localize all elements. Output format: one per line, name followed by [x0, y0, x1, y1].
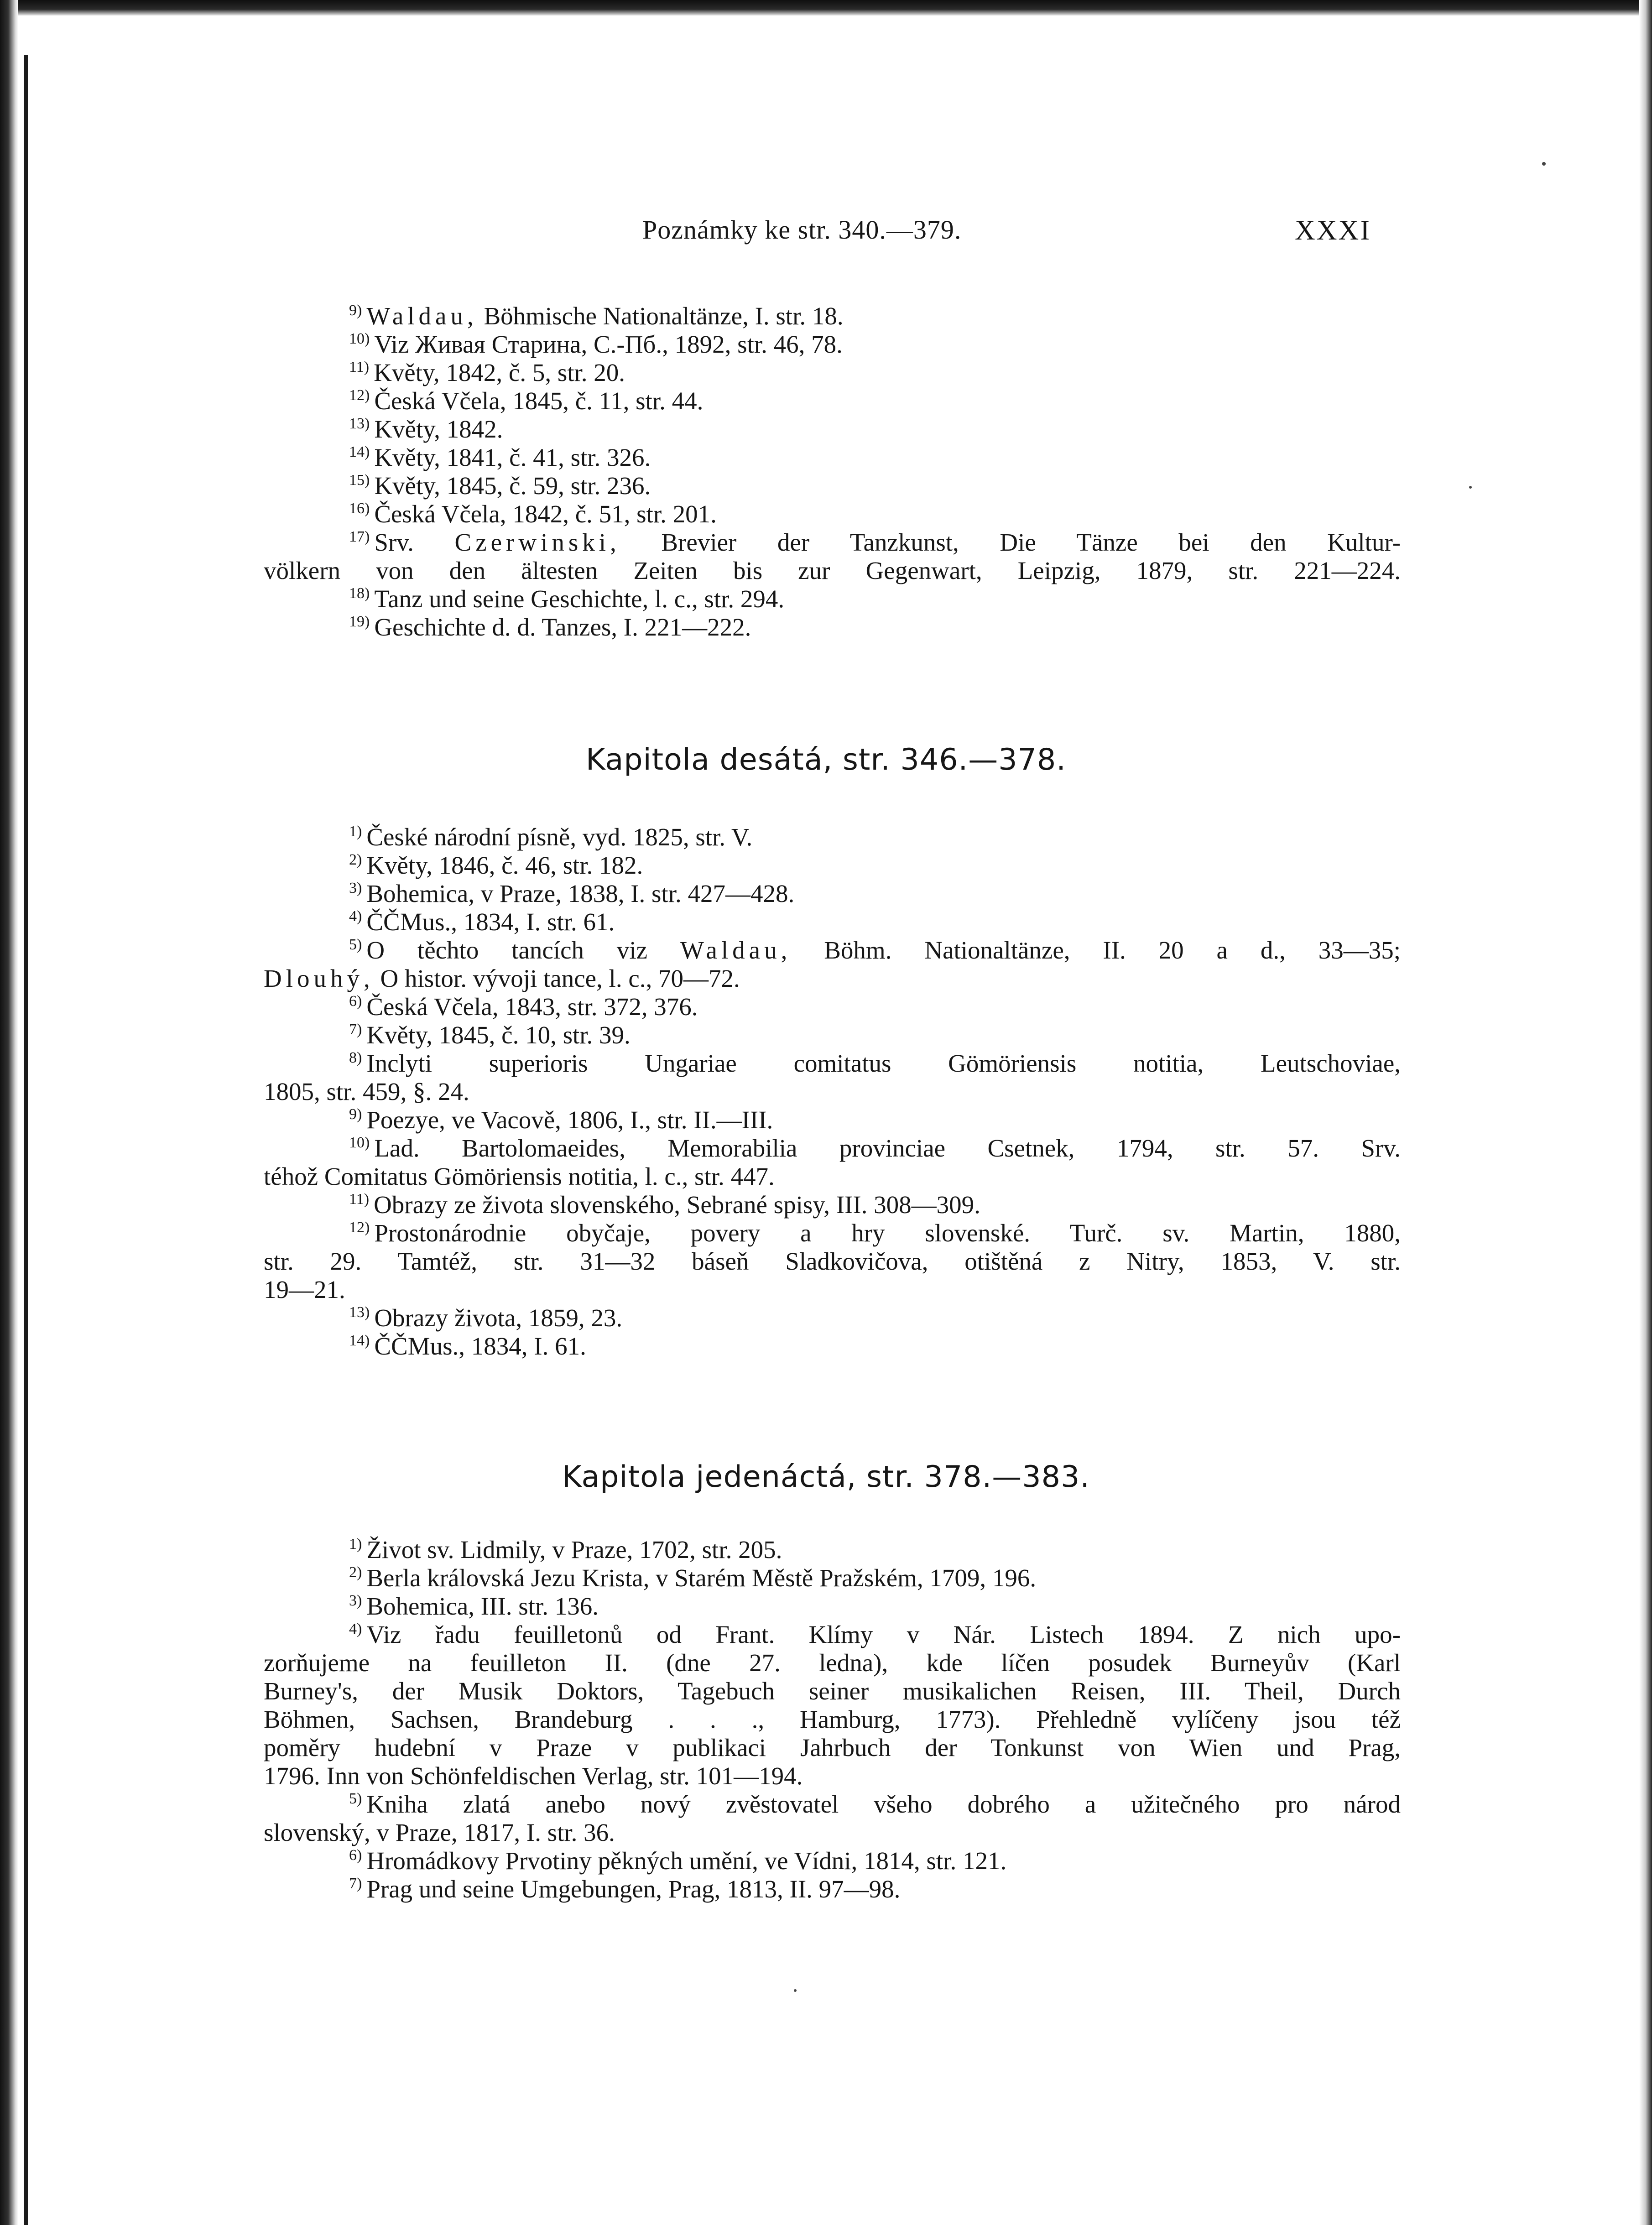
footnote-number: 7) [349, 1021, 362, 1038]
footnote-continuation: Burney's, der Musik Doktors, Tagebuch seiner musikalichen Reisen, III. Theil, Durch [264, 1677, 1401, 1705]
scan-left-edge [0, 0, 18, 2225]
footnote-continuation: 19—21. [264, 1276, 345, 1303]
footnote [264, 1875, 1401, 1903]
author-name: Czerwinski, [454, 528, 620, 556]
footnote [264, 359, 1401, 387]
footnote [264, 1332, 1401, 1360]
footnote-number: 6) [349, 993, 362, 1010]
footnote-number: 6) [349, 1847, 362, 1864]
footnote-continuation: slovenský, v Praze, 1817, I. str. 36. [264, 1819, 615, 1846]
footnote-number: 2) [349, 851, 362, 868]
footnote [264, 443, 1401, 472]
footnote-number: 10) [349, 330, 370, 347]
footnote [264, 936, 1401, 964]
footnote-number: 9) [349, 1106, 362, 1123]
footnote-text: Tanz und seine Geschichte, l. c., str. 294. [374, 585, 785, 613]
footnote [264, 880, 1401, 908]
chapter-heading: Kapitola desátá, str. 346.—378. [586, 743, 1066, 777]
footnote-continuation: Böhmen, Sachsen, Brandeburg . . ., Hamburg, 1773). Přehledně vylíčeny jsou též [264, 1705, 1401, 1733]
footnote-text: Viz řadu feuilletonů od Frant. Klímy v Nár. Listech 1894. Z nich upo- [366, 1621, 1401, 1648]
footnote-text: Poezye, ve Vacově, 1806, I., str. II.—III. [366, 1106, 773, 1134]
footnote-number: 14) [349, 443, 370, 460]
footnote-text: Život sv. Lidmily, v Praze, 1702, str. 205. [366, 1536, 782, 1563]
footnote-text: Prag und seine Umgebungen, Prag, 1813, II. 97—98. [366, 1875, 901, 1903]
footnote-number: 12) [349, 1219, 370, 1236]
footnote-text: Česká Včela, 1842, č. 51, str. 201. [374, 500, 717, 528]
footnote [264, 302, 1401, 330]
notes-block-3 [264, 1536, 1401, 1903]
footnote [264, 993, 1401, 1021]
footnote-number: 1) [349, 1536, 362, 1553]
footnote [264, 1021, 1401, 1049]
footnote [264, 613, 1401, 641]
footnote [264, 1790, 1401, 1819]
footnote [264, 415, 1401, 443]
scan-right-edge [1639, 0, 1652, 2225]
footnote [264, 585, 1401, 613]
footnote-number: 18) [349, 585, 370, 602]
footnote [264, 1592, 1401, 1621]
scan-speck [794, 1989, 797, 1992]
footnote-number: 5) [349, 1790, 362, 1807]
footnote [264, 1219, 1401, 1247]
author-name: Waldau, [680, 936, 792, 964]
footnote-continuation: völkern von den ältesten Zeiten bis zur Gegenwart, Leipzig, 1879, str. 221—224. [264, 557, 1401, 584]
footnote-text: Berla královská Jezu Krista, v Starém Městě Pražském, 1709, 196. [366, 1564, 1037, 1592]
page-number: XXXI [1295, 215, 1371, 246]
footnote [264, 1621, 1401, 1649]
footnote [264, 1564, 1401, 1592]
footnote-number: 2) [349, 1564, 362, 1581]
footnote [264, 1847, 1401, 1875]
footnote [264, 330, 1401, 359]
scan-top-edge [0, 0, 1652, 16]
footnote-text: Brevier der Tanzkunst, Die Tänze bei den Kultur- [661, 528, 1401, 556]
footnote-number: 13) [349, 1304, 370, 1321]
scan-speck [1542, 162, 1546, 166]
footnote [264, 1536, 1401, 1564]
footnote [264, 528, 1401, 557]
chapter-heading: Kapitola jedenáctá, str. 378.—383. [562, 1460, 1090, 1494]
footnote [264, 472, 1401, 500]
footnote-text: Bohemica, III. str. 136. [366, 1592, 599, 1620]
author-name: Waldau, [366, 302, 478, 330]
footnote [264, 823, 1401, 851]
footnote-number: 5) [349, 936, 362, 953]
footnote-number: 15) [349, 472, 370, 489]
footnote-number: 13) [349, 415, 370, 432]
footnote-number: 17) [349, 528, 370, 545]
footnote-continuation: poměry hudební v Praze v publikaci Jahrbuch der Tonkunst von Wien und Prag, [264, 1734, 1401, 1761]
footnote-number: 7) [349, 1875, 362, 1892]
footnote-text: Obrazy ze života slovenského, Sebrané spisy, III. 308—309. [374, 1191, 980, 1219]
footnote-text: Lad. Bartolomaeides, Memorabilia provinciae Csetnek, 1794, str. 57. Srv. [374, 1134, 1401, 1162]
footnote-text: Květy, 1845, č. 10, str. 39. [366, 1021, 631, 1049]
footnote-text: Květy, 1841, č. 41, str. 326. [374, 443, 651, 471]
footnote-text: Květy, 1845, č. 59, str. 236. [374, 472, 651, 500]
footnote-continuation: 1805, str. 459, §. 24. [264, 1078, 469, 1105]
footnote-text: Kniha zlatá anebo nový zvěstovatel všeho dobrého a užitečného pro národ [366, 1790, 1401, 1818]
footnote-text: Inclyti superioris Ungariae comitatus Gömöriensis notitia, Leutschoviae, [366, 1049, 1401, 1077]
footnote [264, 908, 1401, 936]
scan-binding-line [24, 55, 28, 2225]
footnote-number: 8) [349, 1049, 362, 1066]
footnote-number: 9) [349, 302, 362, 319]
footnote-continuation [264, 964, 1401, 993]
footnote-text: Geschichte d. d. Tanzes, I. 221—222. [374, 613, 751, 641]
footnote-text: Bohemica, v Praze, 1838, I. str. 427—428. [366, 880, 795, 907]
footnote [264, 1304, 1401, 1332]
footnote-text: České národní písně, vyd. 1825, str. V. [366, 823, 753, 851]
footnote-number: 1) [349, 823, 362, 840]
footnote-text: Česká Včela, 1843, str. 372, 376. [366, 993, 698, 1021]
footnote-text: Květy, 1842, č. 5, str. 20. [374, 359, 625, 386]
footnote-text: ČČMus., 1834, I. str. 61. [366, 908, 615, 936]
footnote-number: 11) [349, 1191, 370, 1208]
footnote-text: ČČMus., 1834, I. 61. [374, 1332, 586, 1360]
author-name: Dlouhý, [264, 964, 374, 992]
footnote-number: 19) [349, 613, 370, 630]
footnote-prefix: Srv. [374, 528, 414, 556]
footnote [264, 500, 1401, 528]
footnote-number: 16) [349, 500, 370, 517]
footnote-continuation: str. 29. Tamtéž, str. 31—32 báseň Sladkovičova, otištěná z Nitry, 1853, V. str. [264, 1247, 1401, 1275]
footnote-text: Obrazy života, 1859, 23. [374, 1304, 623, 1332]
footnote [264, 1191, 1401, 1219]
footnote-number: 4) [349, 908, 362, 925]
footnote-number: 3) [349, 1592, 362, 1609]
footnote-text: Česká Včela, 1845, č. 11, str. 44. [374, 387, 704, 415]
footnote-text: Hromádkovy Prvotiny pěkných umění, ve Vídni, 1814, str. 121. [366, 1847, 1007, 1875]
footnote-number: 10) [349, 1134, 370, 1151]
footnote-prefix: O těchto tancích viz [366, 936, 648, 964]
scan-speck [1469, 486, 1472, 489]
footnote [264, 1106, 1401, 1134]
running-title: Poznámky ke str. 340.—379. [642, 215, 962, 245]
footnote-continuation-text: O histor. vývoji tance, l. c., 70—72. [380, 964, 740, 992]
footnote-text: Prostonárodnie obyčaje, povery a hry slovenské. Turč. sv. Martin, 1880, [374, 1219, 1401, 1247]
footnote-number: 12) [349, 387, 370, 404]
footnote [264, 851, 1401, 880]
footnote [264, 1134, 1401, 1162]
footnote-number: 4) [349, 1621, 362, 1637]
footnote-continuation: zorňujeme na feuilleton II. (dne 27. ledna), kde líčen posudek Burneyův (Karl [264, 1649, 1401, 1677]
footnote-number: 11) [349, 359, 370, 375]
footnote-text: Böhm. Nationaltänze, II. 20 a d., 33—35; [824, 936, 1401, 964]
footnote-text: Květy, 1846, č. 46, str. 182. [366, 851, 643, 879]
footnote-number: 14) [349, 1332, 370, 1349]
footnote [264, 387, 1401, 415]
footnote [264, 1049, 1401, 1078]
footnote-continuation: téhož Comitatus Gömöriensis notitia, l. c., str. 447. [264, 1162, 775, 1190]
footnote-text: Viz Живая Старина, С.-Пб., 1892, str. 46, 78. [374, 330, 843, 358]
footnote-text: Böhmische Nationaltänze, I. str. 18. [484, 302, 844, 330]
notes-block-2 [264, 823, 1401, 1360]
footnote-continuation: 1796. Inn von Schönfeldischen Verlag, str. 101—194. [264, 1762, 803, 1790]
footnote-text: Květy, 1842. [374, 415, 503, 443]
footnote-number: 3) [349, 880, 362, 896]
notes-block-1 [264, 302, 1401, 641]
